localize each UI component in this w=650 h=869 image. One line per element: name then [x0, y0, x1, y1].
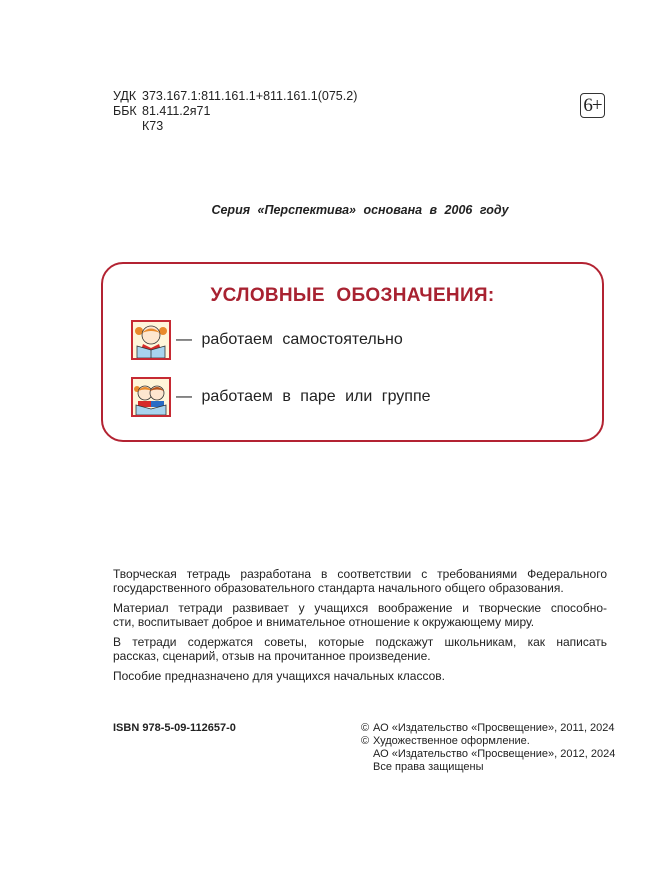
- udk-value: 373.167.1:811.161.1+811.161.1(075.2): [142, 89, 358, 103]
- copyright-text: Художественное оформление.: [373, 735, 530, 747]
- paragraph: [113, 636, 607, 663]
- text-line: Творческая тетрадь разработана в соответствии с требованиями Федерального: [113, 567, 607, 581]
- copyright-text: Все права защищены: [373, 761, 484, 773]
- description-text: [113, 568, 607, 691]
- copyright-line: [361, 748, 615, 761]
- age-rating-badge: 6+: [580, 93, 605, 118]
- text-line: сти, воспитывает доброе и внимательное отношение к окружающему миру.: [113, 614, 535, 629]
- text-line: В тетради содержатся советы, которые подскажут школьникам, как написать: [113, 635, 607, 649]
- legend-box: [101, 262, 604, 442]
- series-note: Серия «Перспектива» основана в 2006 году: [211, 203, 509, 217]
- bibliographic-codes: [113, 89, 357, 134]
- udk-label: УДК: [113, 89, 137, 103]
- copyright-line: [361, 735, 615, 748]
- legend-label-independent: — работаем самостоятельно: [176, 331, 403, 348]
- legend-item-independent: [131, 320, 403, 360]
- paragraph: [113, 670, 607, 684]
- copyright-text: АО «Издательство «Просвещение», 2011, 2024: [373, 722, 615, 734]
- udk-row: [113, 89, 357, 104]
- copyright-text: АО «Издательство «Просвещение», 2012, 2024: [373, 748, 616, 760]
- paragraph: [113, 602, 607, 629]
- text-line: Пособие предназначено для учащихся начальных классов.: [113, 669, 445, 683]
- bbk-value: 81.411.2я71: [142, 104, 211, 118]
- bbk-label: ББК: [113, 104, 137, 118]
- copyright-line: [361, 761, 615, 774]
- author-mark: К73: [142, 119, 164, 133]
- author-mark-row: [113, 119, 357, 134]
- copyright-line: [361, 722, 615, 735]
- girl-reading-icon: [131, 320, 171, 360]
- legend-item-group: [131, 377, 431, 417]
- copyright-icon: ©: [361, 722, 370, 734]
- copyright-icon: ©: [361, 735, 370, 747]
- spacer: [113, 119, 142, 134]
- spacer: [361, 748, 373, 761]
- text-line: государственного образовательного стандарта начального общего образования.: [113, 580, 564, 595]
- isbn: ISBN 978-5-09-112657-0: [113, 722, 236, 734]
- text-line: Материал тетради развивает у учащихся воображение и творческие способно-: [113, 601, 607, 615]
- paragraph: [113, 568, 607, 595]
- bbk-row: [113, 104, 357, 119]
- legend-title: УСЛОВНЫЕ ОБОЗНАЧЕНИЯ:: [210, 285, 495, 306]
- pair-reading-icon: [131, 377, 171, 417]
- copyright-block: [361, 722, 615, 774]
- spacer: [361, 761, 373, 774]
- legend-label-group: — работаем в паре или группе: [176, 388, 431, 405]
- text-line: рассказ, сценарий, отзыв на прочитанное произведение.: [113, 648, 431, 663]
